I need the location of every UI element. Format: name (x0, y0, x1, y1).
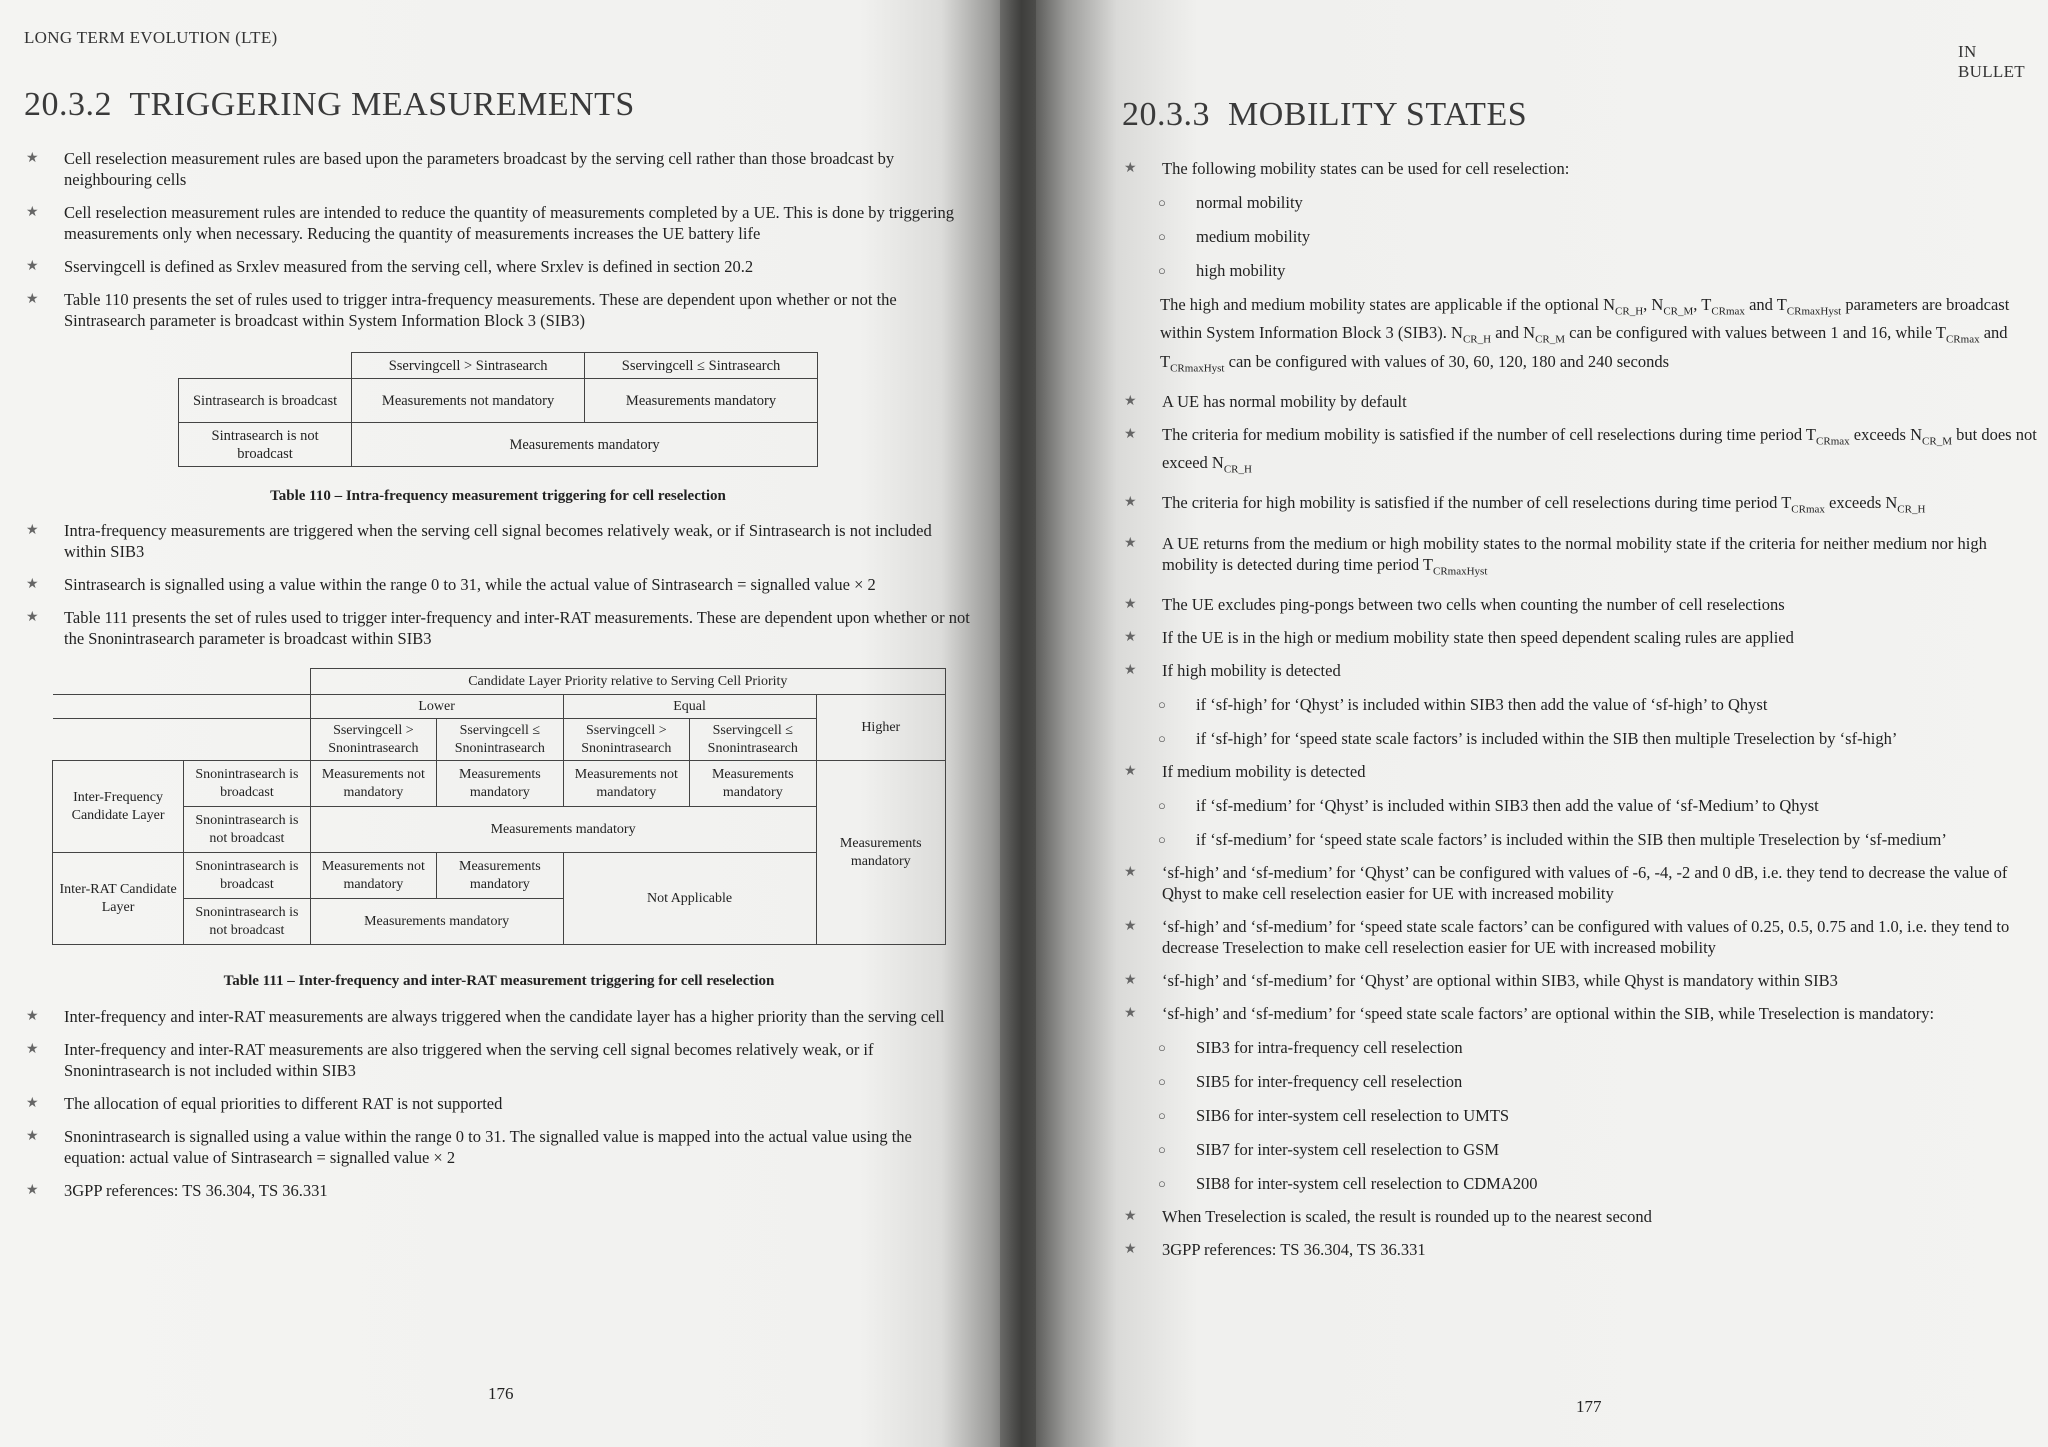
text-run: , N (1643, 295, 1664, 314)
section-number: 20.3.3 (1122, 96, 1210, 133)
table-header: Equal (563, 695, 816, 719)
table-111-caption: Table 111 – Inter-frequency and inter-RAT measurement triggering for cell reselection (223, 973, 775, 989)
row-label: Snonintrasearch is broadcast (184, 853, 310, 899)
sub-list-high (1124, 694, 2038, 749)
list-item: ★ Sservingcell is defined as Srxlev measured from the serving cell, where Srxlev is defined in section 20.2 (26, 256, 970, 277)
sub-list-medium (1124, 795, 2038, 850)
running-head-right: IN BULLET (1958, 42, 2025, 81)
running-head-left: LONG TERM EVOLUTION (LTE) (24, 28, 278, 47)
row-label: Snonintrasearch is not broadcast (184, 899, 310, 945)
table-cell: Measurements mandatory (352, 423, 818, 467)
table-header: Sservingcell > Snonintrasearch (563, 719, 689, 761)
list-item: ★ Inter-frequency and inter-RAT measurements are always triggered when the candidate layer has a higher priority than the serving cell (26, 1006, 970, 1027)
sub-list-item: ○ SIB6 for inter-system cell reselection to UMTS (1124, 1105, 2038, 1126)
subscript: CR_M (1922, 435, 1952, 448)
list-item: ★ 3GPP references: TS 36.304, TS 36.331 (1124, 1239, 2038, 1260)
table-cell: Measurements mandatory (585, 379, 818, 423)
paragraph-parameters (1124, 294, 2038, 379)
table-cell: Measurements not mandatory (310, 853, 436, 899)
list-item: ★ The allocation of equal priorities to different RAT is not supported (26, 1093, 970, 1114)
table-cell: Measurements mandatory (310, 899, 563, 945)
sub-list-states (1124, 192, 2038, 281)
bullet-text: The following mobility states can be used for cell reselection: (1162, 159, 1570, 178)
subscript: CRmaxHyst (1786, 305, 1842, 318)
row-label: Inter-RAT Candidate Layer (53, 853, 184, 945)
list-item: ★ Snonintrasearch is signalled using a value within the range 0 to 31. The signalled value is mapped into the actual value using the equation: actual value of Sintrasearch = signalled value × 2 (26, 1126, 970, 1168)
list-item: ★ Inter-frequency and inter-RAT measurements are also triggered when the serving cell signal becomes relatively weak, or if Snonintrasearch is not included within SIB3 (26, 1039, 970, 1081)
sub-list-item: ○ SIB3 for intra-frequency cell reselection (1124, 1037, 2038, 1058)
list-item (1124, 158, 2038, 379)
list-item: ★ Table 110 presents the set of rules used to trigger intra-frequency measurements. These are dependent upon whether or not the Sintrasearch parameter is broadcast within System Information Block 3 (SIB3) (26, 289, 970, 331)
section-number: 20.3.2 (24, 86, 112, 123)
text-run: , T (1693, 295, 1712, 314)
list-item: ★ Cell reselection measurement rules are based upon the parameters broadcast by the serving cell rather than those broadcast by neighbouring cells (26, 148, 970, 190)
right-page (1036, 0, 2048, 1447)
list-item (1124, 424, 2038, 481)
table-cell: Measurements mandatory (816, 761, 945, 945)
list-item: ★ ‘sf-high’ and ‘sf-medium’ for ‘Qhyst’ are optional within SIB3, while Qhyst is mandatory within SIB3 (1124, 970, 2038, 991)
text-run: The criteria for medium mobility is satisfied if the number of cell reselections during time period T (1162, 424, 1817, 444)
left-page (0, 0, 1012, 1447)
page-number-right: 177 (1576, 1397, 1602, 1416)
row-label: Sintrasearch is broadcast (179, 379, 352, 423)
bullet-text: ‘sf-high’ and ‘sf-medium’ for ‘speed state scale factors’ are optional within the SIB, while Treselection is mandatory: (1162, 1004, 1935, 1024)
subscript: CR_M (1663, 305, 1694, 318)
sub-list-item: ○ if ‘sf-high’ for ‘Qhyst’ is included within SIB3 then add the value of ‘sf-high’ to Qhyst (1124, 694, 2038, 715)
list-item: ★ ‘sf-high’ and ‘sf-medium’ for ‘speed state scale factors’ can be configured with values of 0.25, 0.5, 0.75 and 1.0, i.e. they tend to decrease Treselection to make cell reselection easier for UE with increased mobility (1124, 916, 2038, 958)
blank-cell (53, 719, 311, 761)
text-run: The high and medium mobility states are applicable if the optional N (1160, 295, 1616, 314)
list-item: ★ The UE excludes ping-pongs between two cells when counting the number of cell reselections (1124, 594, 2038, 615)
list-item: ★ Sintrasearch is signalled using a value within the range 0 to 31, while the actual value of Sintrasearch = signalled value × 2 (26, 574, 970, 595)
table-cell: Measurements mandatory (437, 761, 563, 807)
bullet-text: If high mobility is detected (1162, 661, 1341, 681)
text-run: and T (1744, 295, 1787, 314)
sub-list-item: ○ if ‘sf-high’ for ‘speed state scale factors’ is included within the SIB then multiple Treselection by ‘sf-high’ (1124, 728, 2038, 749)
text-run: but does not exceed N (1162, 424, 2037, 473)
subscript: CRmax (1711, 305, 1745, 318)
list-item: ★ When Treselection is scaled, the result is rounded up to the nearest second (1124, 1206, 2038, 1227)
table-110-caption: Table 110 – Intra-frequency measurement triggering for cell reselection (270, 488, 726, 504)
row-label: Snonintrasearch is not broadcast (184, 807, 310, 853)
section-title-left (24, 86, 635, 124)
table-111 (52, 668, 946, 945)
sub-list-item: ○ normal mobility (1124, 192, 2038, 213)
list-item: ★ Cell reselection measurement rules are intended to reduce the quantity of measurements completed by a UE. This is done by triggering measurements only when necessary. Reducing the quantity of measurements increases the UE battery life (26, 202, 970, 244)
text-run: A UE returns from the medium or high mobility states to the normal mobility state if the criteria for neither medium nor high mobility is detected during time period T (1162, 533, 1987, 574)
list-item (1124, 492, 2038, 520)
blank-cell (53, 669, 311, 695)
bullet-list-c (26, 1006, 970, 1213)
table-header: Sservingcell ≤ Sintrasearch (585, 353, 818, 379)
list-item: ★ Intra-frequency measurements are triggered when the serving cell signal becomes relatively weak, or if Sintrasearch is not included within SIB3 (26, 520, 970, 562)
table-header: Sservingcell > Sintrasearch (352, 353, 585, 379)
subscript: CRmaxHyst (1170, 361, 1225, 374)
subscript: CRmax (1945, 333, 1980, 346)
text-run: and T (1160, 323, 2008, 371)
subscript: CR_H (1223, 463, 1252, 476)
table-header: Lower (310, 695, 563, 719)
table-header: Candidate Layer Priority relative to Serving Cell Priority (310, 669, 945, 695)
text-run: and N (1491, 323, 1536, 343)
blank-cell (179, 353, 352, 379)
subscript: CR_H (1462, 333, 1492, 346)
row-label: Inter-Frequency Candidate Layer (53, 761, 184, 853)
text-run: exceeds N (1849, 424, 1923, 444)
sub-list-item: ○ SIB5 for inter-frequency cell reselection (1124, 1071, 2038, 1092)
text-run: parameters are broadcast within System Information Block 3 (SIB3). N (1160, 295, 2010, 343)
text-run: The criteria for high mobility is satisfied if the number of cell reselections during time period T (1162, 493, 1792, 513)
table-header: Sservingcell ≤ Snonintrasearch (690, 719, 816, 761)
list-item (1124, 660, 2038, 749)
text-run: can be configured with values of 30, 60, 120, 180 and 240 seconds (1224, 351, 1669, 371)
sub-list-item: ○ if ‘sf-medium’ for ‘speed state scale factors’ is included within the SIB then multiple Treselection by ‘sf-medium’ (1124, 829, 2038, 850)
bullet-list-b (26, 520, 970, 661)
bullet-text: If medium mobility is detected (1162, 762, 1366, 782)
sub-list-sibs (1124, 1037, 2038, 1194)
blank-cell (53, 695, 311, 719)
sub-list-item: ○ SIB8 for inter-system cell reselection to CDMA200 (1124, 1173, 2038, 1194)
section-heading: MOBILITY STATES (1228, 96, 1528, 133)
table-header: Sservingcell > Snonintrasearch (310, 719, 436, 761)
sub-list-item: ○ SIB7 for inter-system cell reselection to GSM (1124, 1139, 2038, 1160)
table-110 (178, 352, 818, 467)
sub-list-item: ○ if ‘sf-medium’ for ‘Qhyst’ is included within SIB3 then add the value of ‘sf-Medium’ to Qhyst (1124, 795, 2038, 816)
sub-list-item: ○ high mobility (1124, 260, 2038, 281)
subscript: CRmax (1816, 435, 1850, 448)
table-cell: Measurements mandatory (437, 853, 563, 899)
table-cell: Measurements mandatory (310, 807, 816, 853)
list-item: ★ A UE has normal mobility by default (1124, 391, 2038, 412)
list-item: ★ Table 111 presents the set of rules used to trigger inter-frequency and inter-RAT measurements. These are dependent upon whether or not the Snonintrasearch parameter is broadcast within SIB3 (26, 607, 970, 649)
table-header: Sservingcell ≤ Snonintrasearch (437, 719, 563, 761)
table-cell: Measurements not mandatory (310, 761, 436, 807)
subscript: CRmax (1791, 503, 1825, 516)
subscript: CR_H (1897, 503, 1926, 516)
page-number-left: 176 (488, 1384, 514, 1403)
text-run: can be configured with values between 1 and 16, while T (1565, 323, 1946, 343)
table-cell: Measurements not mandatory (352, 379, 585, 423)
text-run: exceeds N (1824, 493, 1898, 513)
list-item: ★ If the UE is in the high or medium mobility state then speed dependent scaling rules are applied (1124, 627, 2038, 648)
table-cell: Measurements not mandatory (563, 761, 689, 807)
sub-list-item: ○ medium mobility (1124, 226, 2038, 247)
list-item (1124, 761, 2038, 850)
subscript: CR_H (1615, 305, 1644, 318)
row-label: Sintrasearch is not broadcast (179, 423, 352, 467)
subscript: CRmaxHyst (1432, 565, 1488, 578)
subscript: CR_M (1535, 333, 1566, 346)
bullet-list-a (26, 148, 970, 343)
list-item (1124, 1003, 2038, 1194)
row-label: Snonintrasearch is broadcast (184, 761, 310, 807)
bullet-list-right (1124, 158, 2038, 1272)
list-item: ★ ‘sf-high’ and ‘sf-medium’ for ‘Qhyst’ can be configured with values of -6, -4, -2 and 0 dB, i.e. they tend to decrease the value of Qhyst to make cell reselection easier for UE with increased mobility (1124, 862, 2038, 904)
table-cell: Measurements mandatory (690, 761, 816, 807)
table-header: Higher (816, 695, 945, 761)
section-heading: TRIGGERING MEASUREMENTS (129, 86, 635, 123)
table-cell: Not Applicable (563, 853, 816, 945)
section-title-right (1122, 96, 1527, 134)
list-item (1124, 533, 2038, 582)
list-item: ★ 3GPP references: TS 36.304, TS 36.331 (26, 1180, 970, 1201)
